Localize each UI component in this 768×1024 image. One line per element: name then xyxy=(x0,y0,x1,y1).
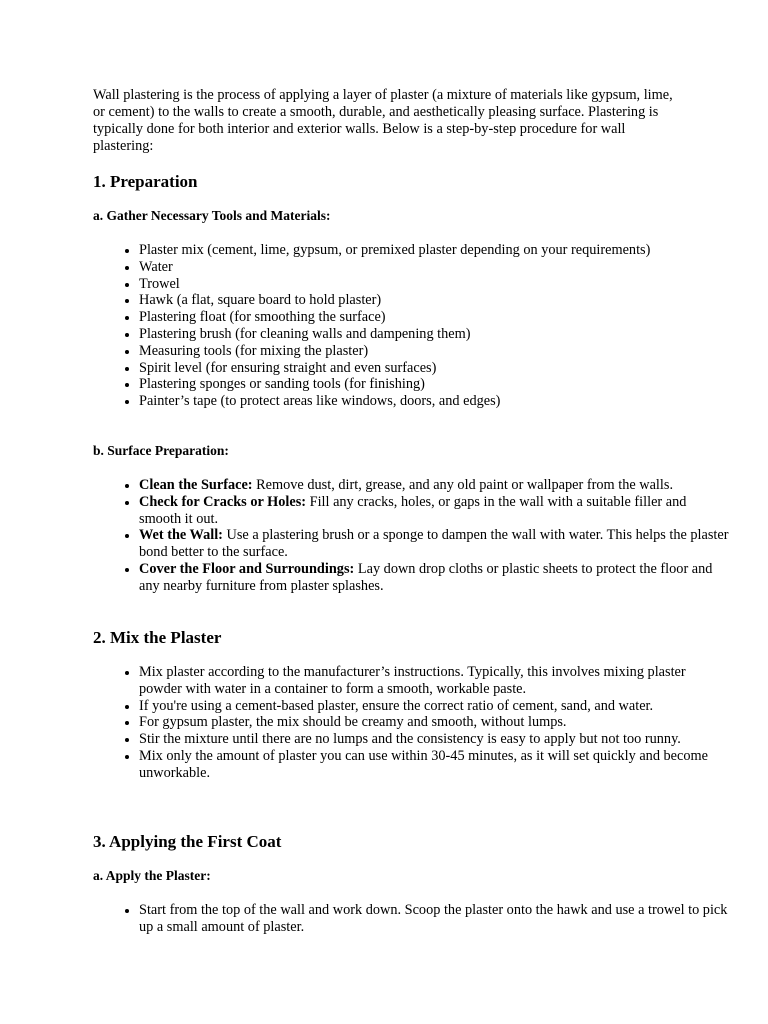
item-label: Wet the Wall: xyxy=(139,527,223,544)
section-heading-mix: 2. Mix the Plaster xyxy=(93,628,222,647)
list-item: • Mix only the amount of plaster you can use within 30-45 minutes, as it will set quickly and become unworkable. xyxy=(139,748,729,782)
section-heading-first-coat: 3. Applying the First Coat xyxy=(93,832,282,851)
list-item: • Mix plaster according to the manufacturer’s instructions. Typically, this involves mixing plaster powder with water in a container to form a smooth, workable paste. xyxy=(139,664,729,698)
list-item: • Spirit level (for ensuring straight and even surfaces) xyxy=(139,360,729,377)
list-item: • Plastering float (for smoothing the surface) xyxy=(139,309,729,326)
item-label: Cover the Floor and Surroundings: xyxy=(139,560,355,577)
list-item xyxy=(139,477,729,494)
list-item: • Hawk (a flat, square board to hold plaster) xyxy=(139,292,729,309)
item-text: Fill any cracks, holes, or gaps in the wall with a suitable filler and smooth it out. xyxy=(139,493,687,527)
list-item: • If you're using a cement-based plaster, ensure the correct ratio of cement, sand, and water. xyxy=(139,698,729,715)
surface-preparation-list xyxy=(93,477,729,595)
list-item: • Plastering brush (for cleaning walls and dampening them) xyxy=(139,326,729,343)
item-text: Use a plastering brush or a sponge to dampen the wall with water. This helps the plaster bond better to the surface. xyxy=(139,527,729,561)
list-item xyxy=(139,527,729,561)
list-item: • Water xyxy=(139,259,729,276)
list-item: • Measuring tools (for mixing the plaster) xyxy=(139,343,729,360)
item-text: Lay down drop cloths or plastic sheets to protect the floor and any nearby furniture from plaster splashes. xyxy=(139,560,713,594)
intro-paragraph: Wall plastering is the process of applying a layer of plaster (a mixture of materials like gypsum, lime, or cement) to the walls to create a smooth, durable, and aesthetically pleasing surface. Plastering is typically done for both interior and exterior walls. Below is a step-by-step procedure for wall plastering: xyxy=(93,87,673,154)
list-item xyxy=(139,561,729,595)
subheading-tools-materials: a. Gather Necessary Tools and Materials: xyxy=(93,208,331,223)
list-item: • Plastering sponges or sanding tools (for finishing) xyxy=(139,376,729,393)
subheading-apply-plaster: a. Apply the Plaster: xyxy=(93,868,211,883)
mix-plaster-list xyxy=(93,664,729,782)
item-label: Clean the Surface: xyxy=(139,477,253,493)
list-item: • Trowel xyxy=(139,276,729,293)
tools-materials-list xyxy=(93,242,729,410)
subheading-surface-preparation: b. Surface Preparation: xyxy=(93,443,229,458)
list-item: • For gypsum plaster, the mix should be creamy and smooth, without lumps. xyxy=(139,714,729,731)
list-item: • Stir the mixture until there are no lumps and the consistency is easy to apply but not too runny. xyxy=(139,731,729,748)
list-item: • Start from the top of the wall and work down. Scoop the plaster onto the hawk and use a trowel to pick up a small amount of plaster. xyxy=(139,902,729,936)
item-text: Remove dust, dirt, grease, and any old paint or wallpaper from the walls. xyxy=(252,477,674,493)
apply-plaster-list xyxy=(93,902,729,936)
item-label: Check for Cracks or Holes: xyxy=(139,493,307,510)
list-item xyxy=(139,494,729,528)
list-item: • Painter’s tape (to protect areas like windows, doors, and edges) xyxy=(139,393,729,410)
list-item: • Plaster mix (cement, lime, gypsum, or premixed plaster depending on your requirements) xyxy=(139,242,729,259)
section-heading-preparation: 1. Preparation xyxy=(93,172,198,191)
